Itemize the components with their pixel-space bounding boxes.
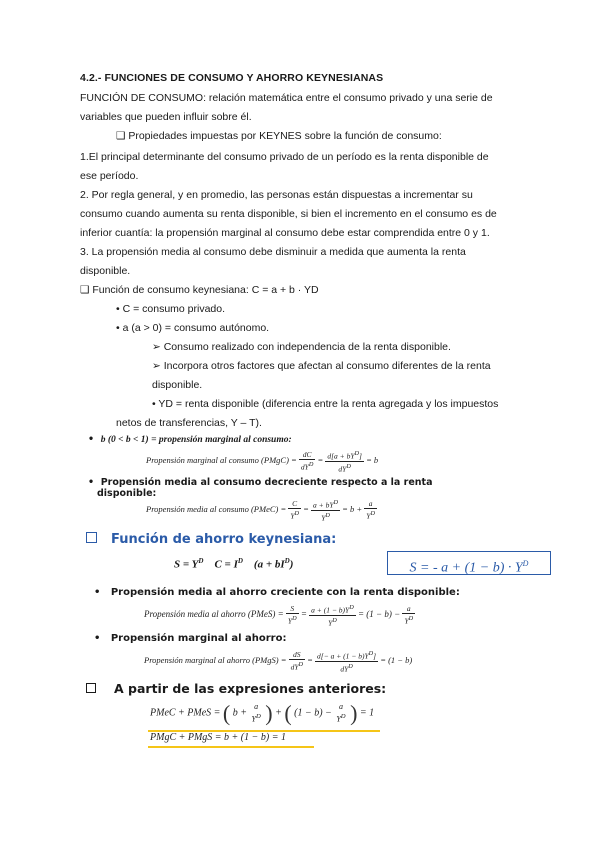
pmes-num-text: a + (1 − b)Y: [311, 605, 350, 615]
property-2-line-2: consumo cuando aumenta su renta disponible, si bien el incremento en el consumo es de: [80, 208, 497, 220]
pmec-den-text: Y: [321, 513, 326, 522]
pmec-den: $Y^D$: [321, 511, 330, 522]
bullet-c: • C = consumo privado.: [116, 303, 226, 315]
property-1-line-1: 1.El principal determinante del consumo privado de un período es la renta disponible de: [80, 151, 489, 163]
pmec-yd-den: $Y^D$: [290, 510, 300, 521]
conclusion-frac-2: [334, 702, 347, 725]
checkbox-bullet-icon: ❑: [116, 130, 129, 142]
pmes-title: [94, 587, 460, 598]
checkbox-square-icon: [86, 532, 97, 543]
bullet-dot-icon: •: [88, 434, 101, 445]
pmgs-num-text: d[− a + (1 − b)Y: [317, 651, 369, 661]
savings-function-box: S = - $a + (1 - b) \cdot Y^D$: [387, 551, 551, 575]
bullet-a: • a (a > 0) = consumo autónomo.: [116, 322, 270, 334]
pmgc-expr: [325, 449, 364, 473]
pmes-num: $a + (1 - b)Y^D$: [311, 604, 354, 615]
pmec-frac-3: [364, 499, 377, 521]
pmes-formula-label: Propensión media al ahorro (PMeS) =: [144, 609, 284, 620]
properties-title-text: Propiedades impuestas por KEYNES sobre la función de consumo:: [128, 130, 442, 142]
conclusion-line-1: [150, 702, 374, 725]
pmec-num-text: a + bY: [313, 500, 334, 510]
pmgs-num: $d[- a + (1 - b)Y^D]$: [317, 650, 377, 661]
intro-line-1: FUNCIÓN DE CONSUMO: relación matemática entre el consumo privado y una serie de: [80, 92, 493, 104]
consumption-function-text: Función de consumo keynesiana: C = a + b · YD: [92, 284, 319, 296]
pmes-yd: Y: [287, 616, 293, 626]
pmgc-formula: Propensión marginal al consumo (PMgC) = $\frac{dC}{dY^D}$ = $\frac{d[a + bY^D]}{dY^D}$ = b: [146, 450, 379, 473]
pmes-frac-1: [286, 604, 299, 626]
pmes-yd2: $Y^D$: [404, 615, 414, 626]
savings-eq-1: S = Y: [174, 558, 199, 571]
arrow-bullet-icon: ➢: [152, 341, 164, 353]
property-2-line-3: inferior cuantía: la propensión marginal al consumo debe estar comprendida entre 0 y 1.: [80, 227, 490, 239]
checkbox-bullet-icon: ❑: [80, 284, 93, 296]
pmes-den: $Y^D$: [328, 616, 337, 627]
pmgs-frac-1: [289, 650, 305, 672]
arrow-item-2-line-2: disponible.: [152, 379, 203, 391]
pmes-formula: Propensión media al ahorro (PMeS) = $\frac{S}{Y^D}$ = $\frac{a + (1 - b)Y^D}{Y^D}$ = (1 − b) − $\frac{a}{Y^D}$: [144, 604, 414, 627]
pmgs-result: = (1 − b): [380, 654, 413, 665]
pmgc-derivative: [299, 450, 315, 472]
property-3-line-1: 3. La propensión media al consumo debe disminuir a medida que aumenta la renta: [80, 246, 466, 258]
yd-line-1: • YD = renta disponible (diferencia entre la renta agregada y los impuestos: [152, 398, 499, 410]
savings-identities: $S = Y^D$ $C = I^D$ $(a + bI^D)$: [174, 557, 294, 571]
pmec-frac-1: [288, 499, 301, 521]
pmgc-dyd-den: $dY^D$: [300, 461, 314, 472]
pmes-frac-3: [402, 604, 415, 626]
pmec-title-line-1: Propensión media al consumo decreciente respecto a la renta: [100, 477, 433, 488]
property-3-line-2: disponible.: [80, 265, 131, 277]
pmgs-title: [94, 633, 286, 644]
savings-eq-3: (a + bI: [253, 558, 285, 571]
arrow-bullet-icon: ➢: [152, 360, 164, 372]
pmes-frac-2: [309, 603, 356, 627]
savings-function-text: S = - a + (1 − b) · Y: [409, 560, 523, 576]
pmes-s: S: [286, 604, 299, 614]
bullet-dot-icon: •: [94, 633, 111, 644]
property-2-line-1: 2. Por regla general, y en promedio, las personas están dispuestas a incrementar su: [80, 189, 473, 201]
bullet-dot-icon: •: [94, 587, 111, 598]
pmgs-den-text: dY: [340, 664, 349, 673]
pmgc-dc: dC: [299, 450, 315, 460]
pmgs-formula-label: Propensión marginal al ahorro (PMgS) =: [144, 654, 287, 665]
conclusion-frac-1-den: $Y^D$: [251, 713, 261, 724]
pmec-frac-2: [311, 498, 340, 522]
conclusion-line-2: PMgC + PMgS = b + (1 − b) = 1: [150, 732, 286, 743]
pmgc-dyd: dY: [300, 462, 309, 472]
arrow-item-2-line-1: [152, 357, 522, 376]
conclusion-line-1-right: (1 − b) −: [294, 707, 332, 719]
yd-line-2: netos de transferencias, Y – T).: [116, 417, 262, 429]
pmec-formula: Propensión media al consumo (PMeC) = $\frac{C}{Y^D}$ = $\frac{a + bY^D}{Y^D}$ = b + $\frac{a}{Y^D}$: [146, 499, 375, 522]
consumption-function-title: [80, 281, 319, 300]
pmgc-result: = b: [366, 454, 379, 465]
conclusion-frac-2-y: Y: [336, 714, 341, 724]
pmec-title-line-2: disponible:: [97, 488, 157, 499]
pmgs-den: $dY^D$: [340, 662, 353, 673]
intro-line-2: variables que pueden influir sobre él.: [80, 111, 252, 123]
pmec-num: $a + bY^D$: [313, 499, 339, 510]
properties-title: [116, 127, 442, 146]
section-heading: 4.2.- FUNCIONES DE CONSUMO Y AHORRO KEYNESIANAS: [80, 72, 384, 84]
pmgs-frac-2: [315, 649, 378, 673]
conclusion-title: [86, 681, 386, 696]
conclusion-frac-2-den: $Y^D$: [336, 713, 346, 724]
highlight-underline-2: [148, 746, 314, 748]
pmec-plus: = b +: [342, 503, 363, 514]
conclusion-frac-1-num: a: [254, 702, 259, 711]
paren-open: (: [222, 700, 231, 726]
savings-section-title: [86, 532, 336, 547]
pmes-yd-den: $Y^D$: [287, 615, 297, 626]
paren-open-2: (: [284, 700, 292, 726]
pmgc-title-text: b (0 < b < 1) = propensión marginal al consumo:: [100, 435, 292, 445]
checkbox-square-icon: [86, 683, 96, 693]
paren-close-2: ): [350, 700, 358, 726]
conclusion-frac-2-num: a: [338, 702, 343, 711]
pmec-a: a: [364, 499, 377, 509]
pmgc-title: [88, 434, 292, 445]
arrow-item-1-text: Consumo realizado con independencia de la renta disponible.: [163, 341, 451, 353]
property-1-line-2: ese período.: [80, 170, 139, 182]
conclusion-frac-1: [250, 702, 263, 725]
pmes-result: = (1 − b) −: [357, 609, 401, 620]
conclusion-line-1-end: = 1: [359, 707, 375, 719]
savings-section-title-text: Función de ahorro keynesiana:: [111, 532, 337, 547]
savings-eq-2: C = I: [214, 558, 238, 571]
pmgc-expr-den: $dY^D$: [338, 462, 351, 473]
pmgs-title-text: Propensión marginal al ahorro:: [110, 633, 287, 644]
pmgs-ds: dS: [289, 650, 305, 660]
pmes-den-text: Y: [328, 618, 333, 627]
pmgc-formula-label: Propensión marginal al consumo (PMgC) =: [146, 454, 297, 465]
arrow-item-1: [152, 338, 451, 357]
pmes-a: a: [402, 604, 415, 614]
pmgs-dyd-den: $dY^D$: [290, 661, 303, 672]
bullet-dot-icon: •: [88, 477, 101, 488]
conclusion-line-1-b: b +: [232, 707, 247, 719]
pmes-title-text: Propensión media al ahorro creciente con la renta disponible:: [110, 587, 460, 598]
pmec-yd: Y: [290, 511, 295, 521]
pmgc-expr-num: $d[a + bY^D]$: [327, 450, 362, 461]
pmgc-expr-num-text: d[a + bY: [327, 451, 355, 461]
arrow-item-2-text: Incorpora otros factores que afectan al consumo diferentes de la renta: [163, 360, 491, 372]
paren-close: ): [265, 700, 273, 726]
pmec-yd2: $Y^D$: [366, 510, 375, 521]
conclusion-line-1-left: PMeC + PMeS =: [150, 707, 221, 719]
pmec-title: [88, 477, 528, 499]
conclusion-title-text: A partir de las expresiones anteriores:: [114, 681, 387, 696]
pmgs-formula: Propensión marginal al ahorro (PMgS) = $\frac{dS}{dY^D}$ = $\frac{d[- a + (1 - b)Y^D]}{dY^D}$ = (1 − b): [144, 650, 413, 673]
conclusion-frac-1-y: Y: [251, 714, 256, 724]
pmgc-expr-den-text: dY: [338, 464, 347, 473]
pmgs-dyd: dY: [290, 662, 299, 672]
pmec-c: C: [288, 499, 301, 509]
pmec-formula-label: Propensión media al consumo (PMeC) =: [146, 503, 287, 514]
conclusion-line-1-mid: +: [275, 707, 282, 719]
